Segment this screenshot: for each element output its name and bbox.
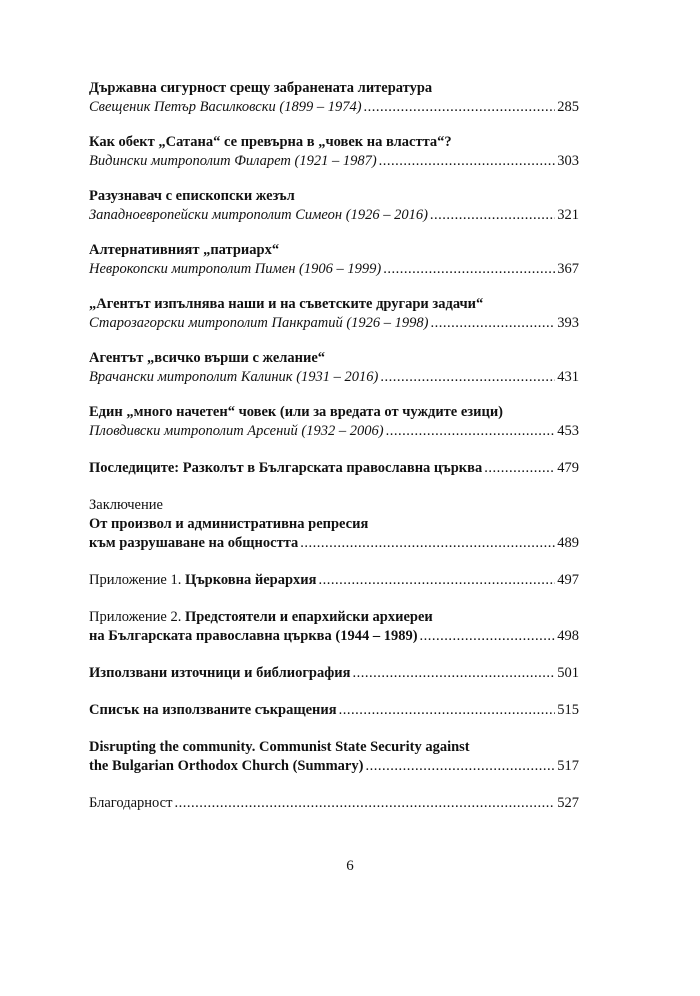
toc-line — [89, 368, 579, 387]
toc-line — [89, 701, 579, 720]
toc-entry — [89, 133, 579, 171]
toc-line — [89, 98, 579, 117]
chapter-title-line: Disrupting the community. Communist State Security against — [89, 739, 470, 755]
toc-line — [89, 664, 579, 683]
toc-entry — [89, 608, 579, 646]
chapter-subtitle: Видински митрополит Филарет (1921 – 1987) — [89, 153, 377, 169]
dot-leader — [380, 368, 555, 387]
chapter-title-line: the Bulgarian Orthodox Church (Summary) — [89, 758, 364, 774]
dot-leader — [430, 314, 555, 333]
toc-entry — [89, 295, 579, 333]
dot-leader — [430, 206, 555, 225]
chapter-title-line: От произвол и административна репресия — [89, 516, 369, 532]
toc-entry — [89, 738, 579, 776]
page-ref: 517 — [557, 758, 579, 774]
toc-entry — [89, 459, 579, 478]
dot-leader — [300, 534, 555, 553]
page-ref: 431 — [557, 369, 579, 385]
dot-leader — [339, 701, 556, 720]
toc-entry — [89, 664, 579, 683]
chapter-title: Списък на използваните съкращения — [89, 702, 337, 718]
chapter-title: Държавна сигурност срещу забранената литература — [89, 80, 433, 96]
page-number: 6 — [346, 858, 354, 874]
toc-line — [89, 459, 579, 478]
chapter-title: Агентът „всичко върши с желание“ — [89, 350, 326, 366]
page-ref: 367 — [557, 261, 579, 277]
page-ref: 497 — [557, 572, 579, 588]
toc-entry — [89, 571, 579, 590]
chapter-title-line: към разрушаване на общността — [89, 535, 299, 551]
dot-leader — [364, 98, 556, 117]
dot-leader — [386, 422, 556, 441]
toc-line — [89, 260, 579, 279]
section-label: Приложение 1. — [89, 572, 182, 588]
page-ref: 527 — [557, 795, 579, 811]
section-label: Приложение 2. — [89, 609, 182, 625]
toc-line — [89, 571, 579, 590]
toc-entry — [89, 187, 579, 225]
toc-line — [89, 534, 579, 553]
dot-leader — [383, 260, 555, 279]
page-ref: 285 — [557, 99, 579, 115]
chapter-title: Как обект „Сатана“ се превърна в „човек на властта“? — [89, 134, 452, 150]
chapter-subtitle: Неврокопски митрополит Пимен (1906 – 1999) — [89, 261, 382, 277]
page-ref: 501 — [557, 665, 579, 681]
dot-leader — [420, 627, 556, 646]
chapter-title: Последиците: Разколът в Българската православна църква — [89, 460, 483, 476]
chapter-title: Алтернативният „патриарх“ — [89, 242, 280, 258]
page-ref: 303 — [557, 153, 579, 169]
chapter-title: Един „много начетен“ човек (или за вредата от чуждите езици) — [89, 404, 504, 420]
chapter-subtitle: Пловдивски митрополит Арсений (1932 – 2006) — [89, 423, 384, 439]
chapter-subtitle: Свещеник Петър Василковски (1899 – 1974) — [89, 99, 362, 115]
chapter-title: Църковна йерархия — [184, 572, 317, 588]
table-of-contents — [89, 79, 579, 813]
toc-line — [89, 757, 579, 776]
toc-line-text — [89, 571, 316, 590]
page-ref: 489 — [557, 535, 579, 551]
toc-line — [89, 206, 579, 225]
chapter-title: Разузнавач с епископски жезъл — [89, 188, 295, 204]
page-ref: 321 — [557, 207, 579, 223]
toc-entry — [89, 349, 579, 387]
section-label: Заключение — [89, 497, 163, 513]
dot-leader — [174, 794, 555, 813]
toc-line — [89, 152, 579, 171]
chapter-title: „Агентът изпълнява наши и на съветските другари задачи“ — [89, 296, 484, 312]
dot-leader — [484, 459, 555, 478]
page-ref: 498 — [557, 628, 579, 644]
dot-leader — [352, 664, 555, 683]
toc-entry — [89, 403, 579, 441]
toc-entry — [89, 794, 579, 813]
page-ref: 453 — [557, 423, 579, 439]
chapter-subtitle: Западноевропейски митрополит Симеон (1926 – 2016) — [89, 207, 428, 223]
dot-leader — [379, 152, 556, 171]
chapter-subtitle: Врачански митрополит Калиник (1931 – 2016) — [89, 369, 379, 385]
dot-leader — [365, 757, 555, 776]
chapter-title-line: на Българската православна църква (1944 – 1989) — [89, 628, 418, 644]
chapter-title: Благодарност — [89, 795, 173, 811]
dot-leader — [318, 571, 555, 590]
toc-line — [89, 314, 579, 333]
chapter-title: Използвани източници и библиография — [89, 665, 351, 681]
page-ref: 479 — [557, 460, 579, 476]
toc-entry — [89, 496, 579, 553]
page-ref: 393 — [557, 315, 579, 331]
toc-entry — [89, 701, 579, 720]
toc-line — [89, 794, 579, 813]
page-ref: 515 — [557, 702, 579, 718]
toc-line — [89, 422, 579, 441]
toc-entry — [89, 241, 579, 279]
toc-entry — [89, 79, 579, 117]
toc-line — [89, 627, 579, 646]
chapter-subtitle: Старозагорски митрополит Панкратий (1926 – 1998) — [89, 315, 429, 331]
chapter-title-line: Предстоятели и епархийски архиереи — [184, 609, 433, 625]
toc-line-text — [89, 608, 579, 627]
